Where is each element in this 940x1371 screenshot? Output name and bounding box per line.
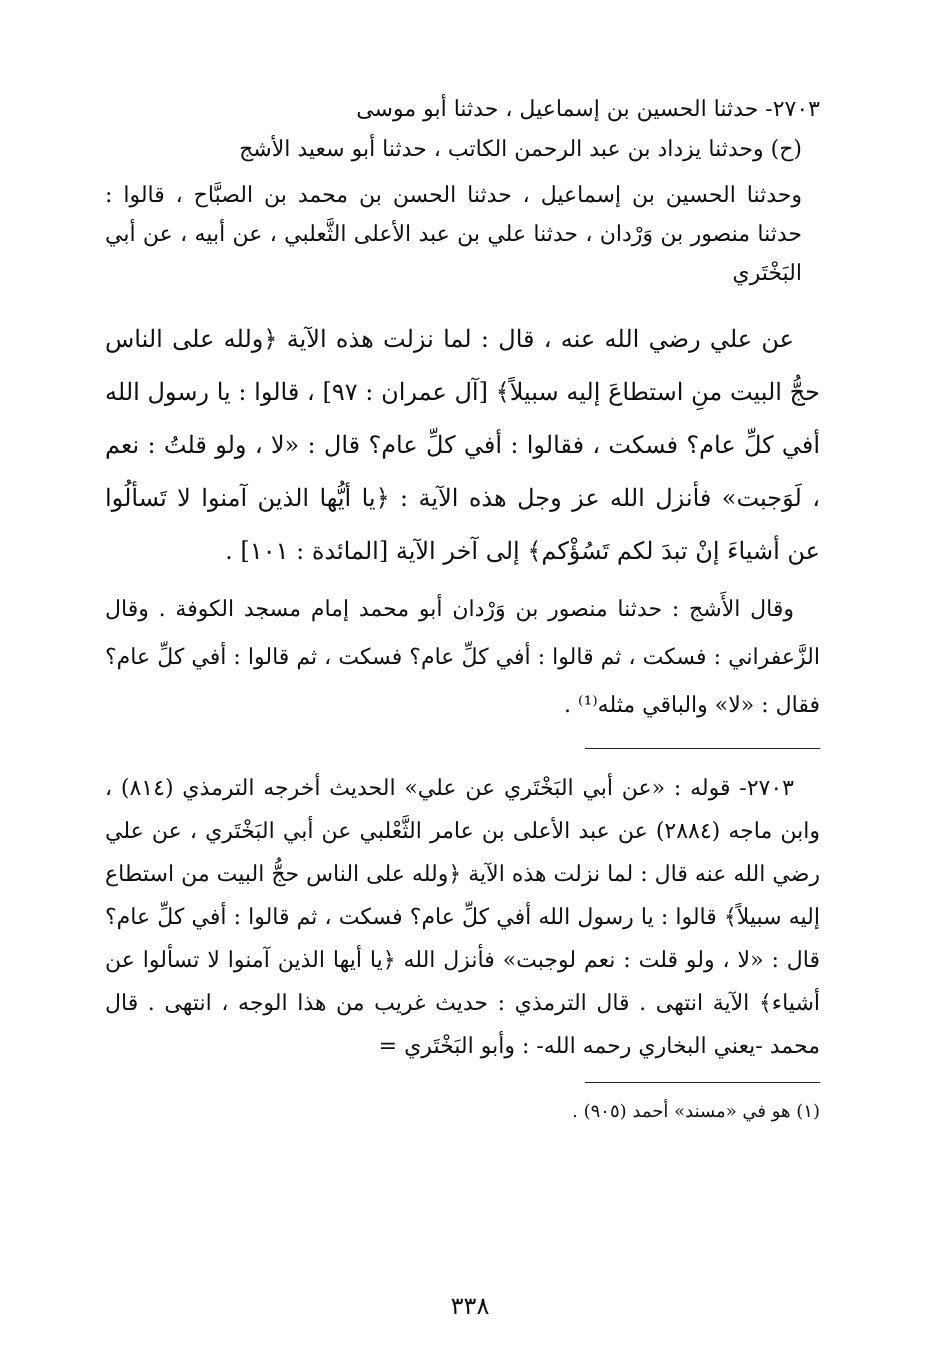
chain-line-3: وحدثنا الحسين بن إسماعيل ، حدثنا الحسن بن محمد بن الصبَّاح ، قالوا : حدثنا منصور بن وَرْدان ، حدثنا علي بن عبد الأعلى الثَّعلبي ، عن أبيه ، عن أبي البَخْتَري — [105, 183, 802, 286]
hadith-matn: عن علي رضي الله عنه ، قال : لما نزلت هذه الآية ﴿ولله على الناس حجُّ البيت منِ استطاعَ إليه سبيلاً﴾ [آل عمران : ٩٧] ، قالوا : يا رسول الله أفي كلِّ عام؟ فسكت ، فقالوا : أفي كلِّ عام؟ قال : «لا ، ولو قلتُ : نعم ، لَوَجبت» فأنزل الله عز وجل هذه الآية : ﴿يا أيُّها الذين آمنوا لا تَسألُوا عن أشياءَ إنْ تبدَ لكم تَسُؤْكم﴾ إلى آخر الآية [المائدة : ١٠١] . — [105, 325, 820, 565]
commentary-text: ٢٧٠٣- قوله : «عن أبي البَخْتَري عن علي» الحديث أخرجه الترمذي (٨١٤) ، وابن ماجه (٢٨٨٤) عن عبد الأعلى بن عامر الثَّعْلبي عن أبي البَخْتَري ، عن علي رضي الله عنه قال : لما نزلت هذه الآية ﴿ولله على الناس حجُّ البيت من استطاع إليه سبيلاً﴾ قالوا : يا رسول الله أفي كلِّ عام؟ فسكت ، ثم قالوا : أفي كلِّ عام؟ قال : «لا ، ولو قلت : نعم لوجبت» فأنزل الله ﴿يا أيها الذين آمنوا لا تسألوا عن أشياء﴾ الآية انتهى . قال الترمذي : حديث غريب من هذا الوجه ، انتهى . قال محمد -يعني البخاري رحمه الله- : وأبو البَخْتَري = — [105, 776, 820, 1059]
commentary — [105, 767, 820, 1068]
chain-line-2: (ح) وحدثنا يزداد بن عبد الرحمن الكاتب ، حدثنا أبو سعيد الأشج — [239, 137, 802, 162]
hadith-variant: وقال الأَشج : حدثنا منصور بن وَرْدان أبو محمد إمام مسجد الكوفة . وقال الزَّعفراني : فسكت ، ثم قالوا : أفي كلِّ عام؟ فسكت ، ثم قالوا : أفي كلِّ عام؟ فقال : «لا» والباقي مثله⁽¹⁾ . — [105, 597, 820, 718]
hadith-text — [105, 313, 820, 730]
chain-line-1: ٢٧٠٣- حدثنا الحسين بن إسماعيل ، حدثنا أبو موسى — [356, 97, 820, 122]
page-number: ٣٣٨ — [450, 1292, 490, 1320]
commentary-divider — [585, 748, 820, 749]
book-page — [105, 90, 820, 1330]
footnote-text: (١) هو في «مسند» أحمد (٩٠٥) . — [572, 1101, 820, 1122]
footnote — [105, 1097, 820, 1127]
footnote-divider — [585, 1082, 820, 1083]
hadith-chain — [105, 90, 820, 293]
